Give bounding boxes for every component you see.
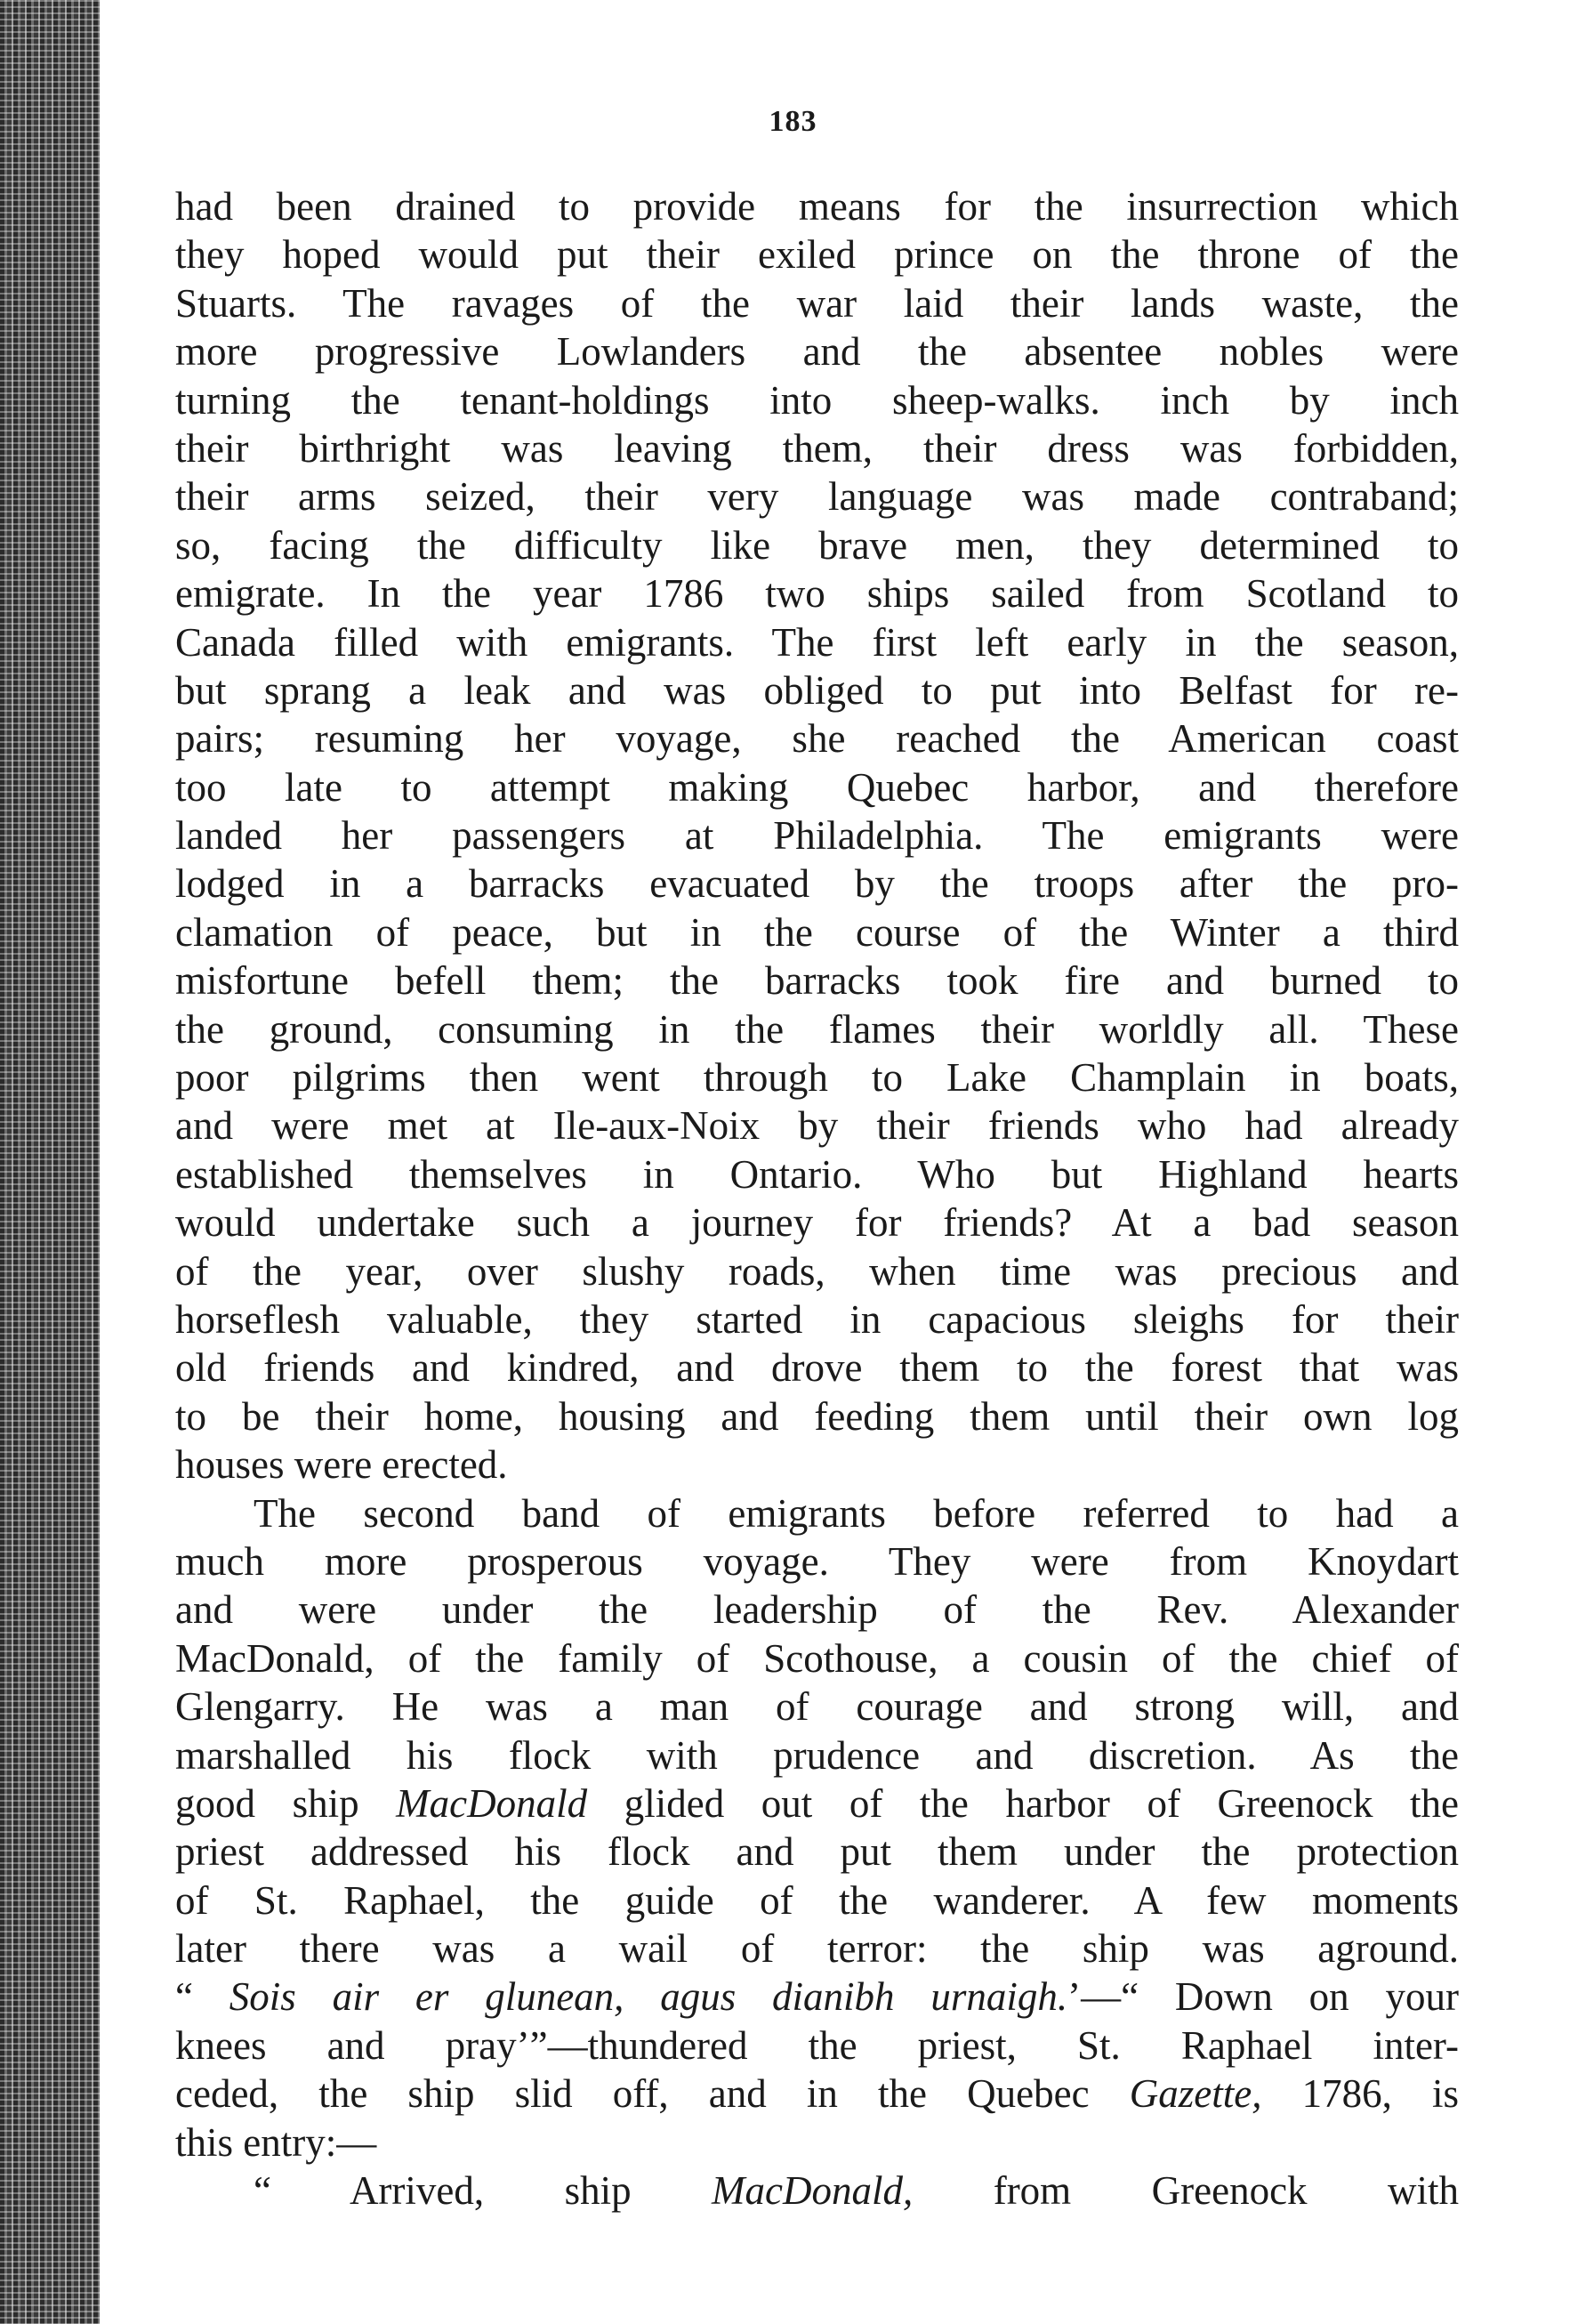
text-line <box>175 2118 1459 2167</box>
text-line <box>175 811 1459 859</box>
text-segment: horseflesh valuable, they started in capacious sleighs for their <box>175 1296 1459 1342</box>
text-segment: had been drained to provide means for the insurrection which <box>175 184 1459 229</box>
text-line <box>175 1392 1459 1440</box>
text-line <box>175 279 1459 327</box>
text-line <box>175 956 1459 1005</box>
text-segment: their birthright was leaving them, their dress was forbidden, <box>175 425 1459 471</box>
text-segment: this entry:— <box>175 2119 377 2165</box>
text-line <box>175 182 1459 230</box>
text-line <box>175 666 1459 714</box>
text-segment: emigrate. In the year 1786 two ships sailed from Scotland to <box>175 571 1459 617</box>
text-segment: their arms seized, their very language was made contraband; <box>175 474 1459 520</box>
text-segment: and were met at Ile-aux-Noix by their friends who had already <box>175 1103 1459 1149</box>
text-line <box>175 1925 1459 1973</box>
text-segment: more progressive Lowlanders and the absentee nobles were <box>175 329 1459 375</box>
text-line <box>175 2021 1459 2070</box>
text-segment: knees and pray’”—thundered the priest, St. Raphael inter- <box>175 2022 1459 2068</box>
text-line <box>175 521 1459 569</box>
italic-text: Sois air er glunean, agus dianibh urnaigh. <box>229 1974 1068 2020</box>
text-segment: established themselves in Ontario. Who but Highland hearts <box>175 1151 1459 1197</box>
text-line <box>175 472 1459 520</box>
text-line <box>175 714 1459 763</box>
text-line <box>175 1779 1459 1828</box>
text-segment: so, facing the difficulty like brave men, they determined to <box>175 522 1459 568</box>
paragraph-container <box>175 182 1459 2215</box>
text-segment: Glengarry. He was a man of courage and strong will, and <box>175 1684 1459 1730</box>
text-segment: MacDonald, of the family of Scothouse, a cousin of the chief of <box>175 1635 1459 1681</box>
text-segment: clamation of peace, but in the course of the Winter a third <box>175 909 1459 955</box>
text-segment: good ship <box>175 1780 397 1826</box>
text-line <box>175 1150 1459 1198</box>
text-line <box>175 1344 1459 1392</box>
italic-text: MacDonald, <box>712 2168 914 2214</box>
body-text <box>175 182 1459 2215</box>
book-spine-edge <box>0 0 100 2324</box>
text-segment: old friends and kindred, and drove them to the forest that was <box>175 1345 1459 1391</box>
text-segment: they hoped would put their exiled prince on the throne of the <box>175 232 1459 278</box>
text-segment: “ <box>175 1974 229 2020</box>
text-segment: ’—“ Down on your <box>1067 1974 1459 2020</box>
text-segment: from Greenock with <box>913 2168 1459 2214</box>
text-line <box>175 1634 1459 1682</box>
text-line <box>175 1731 1459 1779</box>
text-line <box>175 1489 1459 1537</box>
text-line <box>175 1295 1459 1344</box>
text-line <box>175 908 1459 956</box>
text-line <box>175 2167 1459 2215</box>
text-segment: but sprang a leak and was obliged to put into Belfast for re- <box>175 667 1459 713</box>
text-segment: later there was a wail of terror: the ship was aground. <box>175 1926 1459 1972</box>
text-segment: much more prosperous voyage. They were from Knoydart <box>175 1538 1459 1584</box>
text-segment: pairs; resuming her voyage, she reached the American coast <box>175 716 1459 762</box>
text-line <box>175 763 1459 811</box>
text-line <box>175 2070 1459 2118</box>
text-line <box>175 327 1459 375</box>
text-line <box>175 1586 1459 1634</box>
text-line <box>175 1876 1459 1925</box>
text-line <box>175 230 1459 278</box>
text-segment: lodged in a barracks evacuated by the troops after the pro- <box>175 861 1459 907</box>
text-segment: houses were erected. <box>175 1442 508 1488</box>
text-segment: the ground, consuming in the flames their worldly all. These <box>175 1006 1459 1052</box>
text-segment: priest addressed his flock and put them under the protection <box>175 1829 1459 1875</box>
text-line <box>175 376 1459 424</box>
paragraph <box>175 1489 1459 2167</box>
text-line <box>175 1682 1459 1731</box>
text-segment: too late to attempt making Quebec harbor, and therefore <box>175 764 1459 810</box>
text-segment: The second band of emigrants before referred to had a <box>254 1490 1459 1536</box>
text-segment: Canada filled with emigrants. The first left early in the season, <box>175 619 1459 665</box>
paragraph <box>175 182 1459 1489</box>
text-line <box>175 569 1459 617</box>
text-line <box>175 1247 1459 1295</box>
text-segment: 1786, is <box>1261 2071 1460 2117</box>
text-line <box>175 1973 1459 2021</box>
text-line <box>175 1440 1459 1489</box>
text-segment: and were under the leadership of the Rev. Alexander <box>175 1587 1459 1633</box>
text-segment: of St. Raphael, the guide of the wanderer. A few moments <box>175 1877 1459 1923</box>
text-segment: turning the tenant-holdings into sheep-walks. inch by inch <box>175 377 1459 423</box>
text-line <box>175 1101 1459 1150</box>
text-segment: of the year, over slushy roads, when time was precious and <box>175 1248 1459 1294</box>
text-line <box>175 1828 1459 1876</box>
text-line <box>175 1537 1459 1586</box>
paragraph <box>175 2167 1459 2215</box>
text-segment: Stuarts. The ravages of the war laid their lands waste, the <box>175 280 1459 326</box>
text-line <box>175 859 1459 908</box>
text-segment: would undertake such a journey for friends? At a bad season <box>175 1200 1459 1246</box>
page-number: 183 <box>769 105 817 138</box>
text-segment: misfortune befell them; the barracks took fire and burned to <box>175 958 1459 1004</box>
text-segment: marshalled his flock with prudence and discretion. As the <box>175 1732 1459 1778</box>
text-segment: ceded, the ship slid off, and in the Quebec <box>175 2071 1130 2117</box>
text-segment: to be their home, housing and feeding them until their own log <box>175 1393 1459 1439</box>
text-line <box>175 1005 1459 1053</box>
text-segment: landed her passengers at Philadelphia. The emigrants were <box>175 813 1459 859</box>
text-line <box>175 424 1459 472</box>
italic-text: MacDonald <box>396 1780 588 1826</box>
text-segment: “ Arrived, ship <box>254 2168 712 2214</box>
text-segment: poor pilgrims then went through to Lake Champlain in boats, <box>175 1055 1459 1101</box>
italic-text: Gazette, <box>1129 2071 1262 2117</box>
text-segment: glided out of the harbor of Greenock the <box>587 1780 1460 1826</box>
text-line <box>175 1198 1459 1247</box>
text-line <box>175 618 1459 666</box>
text-line <box>175 1053 1459 1101</box>
